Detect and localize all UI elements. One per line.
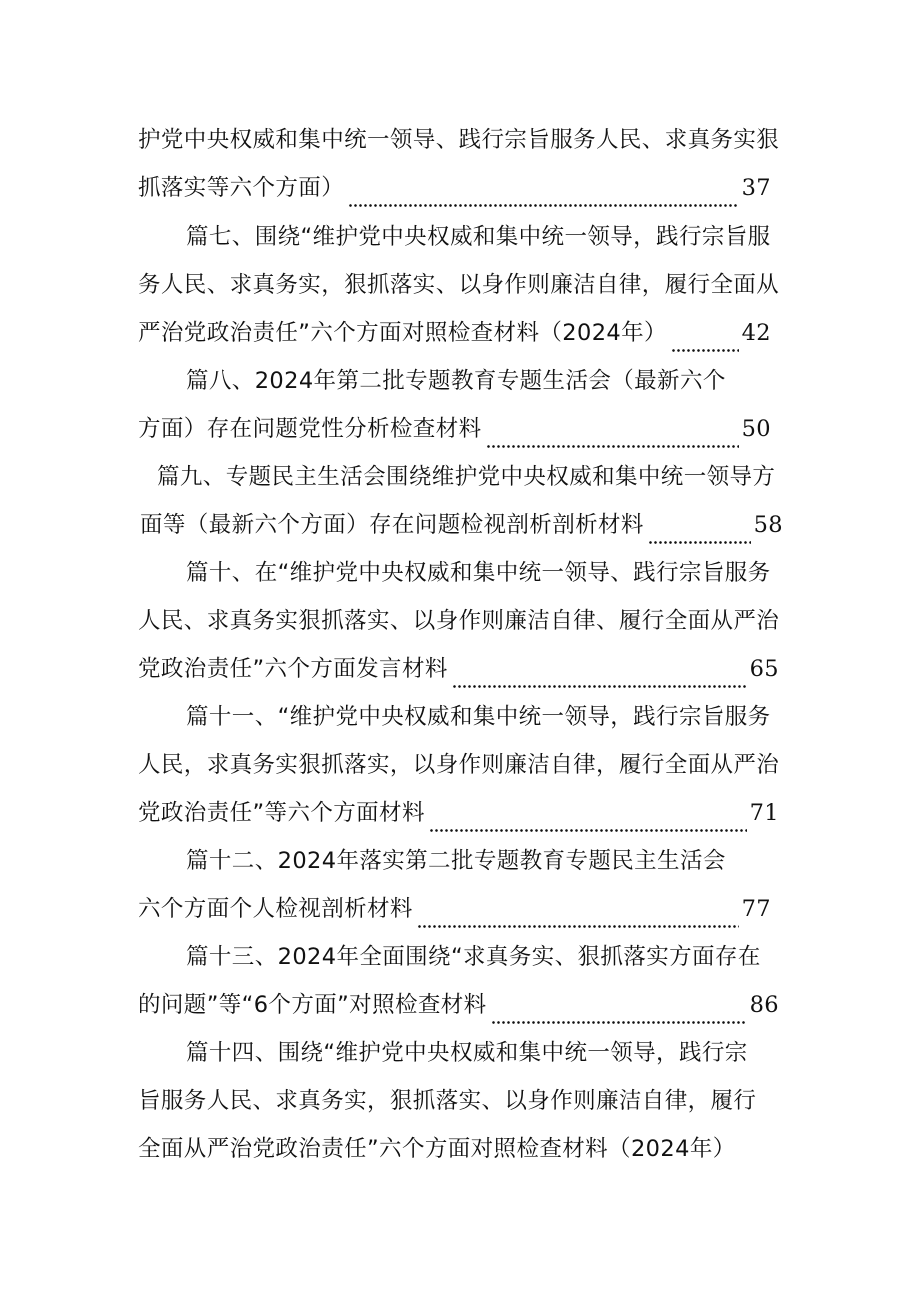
dot-leader <box>452 659 747 689</box>
toc-entry-7-title[interactable]: 篇七、围绕“维护党中央权威和集中统一领导，践行宗旨服 <box>186 224 771 250</box>
toc-text: 的问题”等“6个方面”对照检查材料 <box>138 992 487 1018</box>
dot-leader <box>648 515 751 545</box>
toc-line: 旨服务人民、求真务实，狠抓落实、以身作则廉洁自律，履行 <box>138 1088 757 1114</box>
page-number: 77 <box>741 896 771 922</box>
toc-entry-13-title[interactable]: 篇十三、2024年全面围绕“求真务实、狠抓落实方面存在 <box>186 944 761 970</box>
toc-line: 全面从严治党政治责任”六个方面对照检查材料（2024年） <box>138 1136 736 1162</box>
toc-text: 党政治责任”等六个方面材料 <box>138 800 425 826</box>
dot-leader <box>348 178 738 208</box>
page-number: 50 <box>741 416 771 442</box>
toc-entry-7-end[interactable] <box>138 313 771 353</box>
dot-leader <box>486 419 739 449</box>
dot-leader <box>671 323 739 353</box>
toc-text: 六个方面个人检视剖析材料 <box>138 896 413 922</box>
toc-text: 方面）存在问题党性分析检查材料 <box>138 416 482 442</box>
toc-entry-8-end[interactable] <box>138 409 771 449</box>
toc-entry-9-title[interactable]: 篇九、专题民主生活会围绕维护党中央权威和集中统一领导方 <box>157 464 776 490</box>
dot-leader <box>491 995 747 1025</box>
toc-entry-10-title[interactable]: 篇十、在“维护党中央权威和集中统一领导、践行宗旨服务 <box>186 560 771 586</box>
toc-text: 抓落实等六个方面） <box>138 175 345 201</box>
toc-entry-8-title[interactable]: 篇八、2024年第二批专题教育专题生活会（最新六个 <box>186 368 726 394</box>
toc-line: 人民，求真务实狠抓落实，以身作则廉洁自律，履行全面从严治 <box>138 752 780 778</box>
toc-text: 党政治责任”六个方面发言材料 <box>138 656 448 682</box>
toc-line: 护党中央权威和集中统一领导、践行宗旨服务人民、求真务实狠 <box>138 127 780 153</box>
toc-entry-12-title[interactable]: 篇十二、2024年落实第二批专题教育专题民主生活会 <box>186 848 726 874</box>
toc-entry-6-end[interactable] <box>138 168 771 208</box>
toc-entry-12-end[interactable] <box>138 889 771 929</box>
toc-entry-10-end[interactable] <box>138 649 779 689</box>
page-number: 58 <box>753 512 783 538</box>
toc-line: 人民、求真务实狠抓落实、以身作则廉洁自律、履行全面从严治 <box>138 608 780 634</box>
dot-leader <box>417 899 739 929</box>
toc-entry-14-title[interactable]: 篇十四、围绕“维护党中央权威和集中统一领导，践行宗 <box>186 1040 748 1066</box>
page-number: 42 <box>741 320 771 346</box>
toc-line: 务人民、求真务实，狠抓落实、以身作则廉洁自律，履行全面从 <box>138 272 780 298</box>
toc-text: 严治党政治责任”六个方面对照检查材料（2024年） <box>138 320 667 346</box>
page-number: 65 <box>749 656 779 682</box>
dot-leader <box>429 803 747 833</box>
page-number: 37 <box>741 175 771 201</box>
toc-entry-11-title[interactable]: 篇十一、“维护党中央权威和集中统一领导，践行宗旨服务 <box>186 704 771 730</box>
toc-entry-13-end[interactable] <box>138 985 779 1025</box>
page-number: 71 <box>749 800 779 826</box>
toc-entry-9-end[interactable] <box>140 505 783 545</box>
toc-entry-11-end[interactable] <box>138 793 779 833</box>
page-number: 86 <box>749 992 779 1018</box>
toc-text: 面等（最新六个方面）存在问题检视剖析剖析材料 <box>140 512 644 538</box>
